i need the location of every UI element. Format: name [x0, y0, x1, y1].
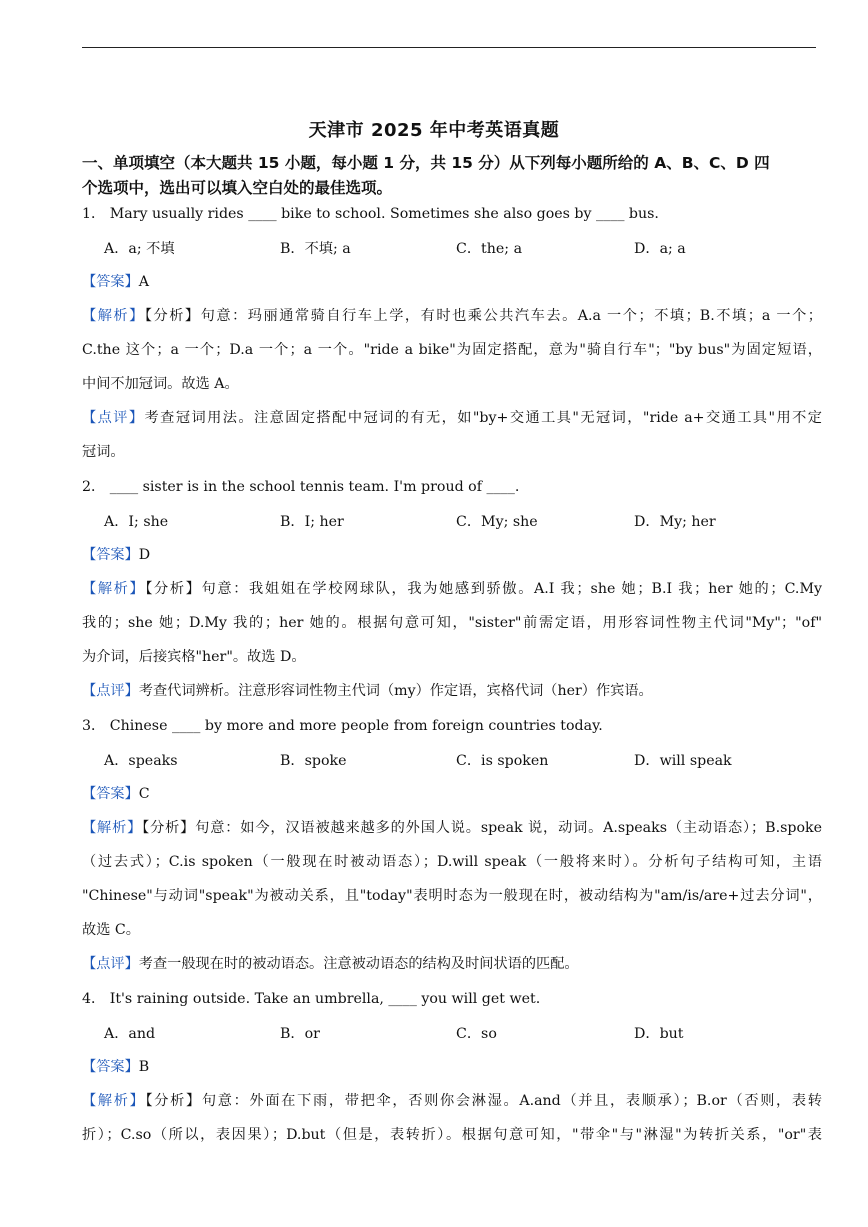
question-4-option-d: D．but [634, 1026, 684, 1042]
question-1-option-c: C．the; a [456, 241, 523, 257]
question-1-option-a: A．a; 不填 [104, 241, 175, 257]
comment-tag: 【点评】 [82, 683, 139, 699]
question-3-stem: 3． Chinese ____ by more and more people from foreign countries today. [82, 718, 603, 734]
question-1-analysis-line-1 [82, 306, 822, 326]
question-3-option-b: B．spoke [280, 753, 347, 769]
answer-value: C [138, 786, 150, 802]
question-2-analysis-line-1 [82, 579, 822, 599]
comment-text: 考查冠词用法。注意固定搭配中冠词的有无，如"by+交通工具"无冠词，"ride a+交通工具"用不定 [144, 410, 822, 426]
analysis-text: 【分析】句意：外面在下雨，带把伞，否则你会淋湿。A.and（并且，表顺承）；B.or（否则，表转 [145, 1093, 822, 1109]
question-1-answer [82, 272, 822, 292]
analysis-text: 【分析】句意：我姐姐在学校网球队，我为她感到骄傲。A.I 我；she 她；B.I 我；her 她的；C.My [145, 581, 822, 597]
question-2-analysis-line-2: 我的；she 她；D.My 我的；her 她的。根据句意可知，"sister"前需定语，用形容词性物主代词"My"；"of" [82, 615, 822, 631]
answer-tag: 【答案】 [82, 274, 139, 290]
question-3-options [104, 750, 824, 770]
question-3-analysis-line-3: "Chinese"与动词"speak"为被动关系，且"today"表明时态为一般现在时，被动结构为"am/is/are+过去分词"， [82, 888, 822, 904]
analysis-tag: 【解析】 [82, 820, 143, 836]
question-4-option-b: B．or [280, 1026, 320, 1042]
analysis-text: 【分析】句意：玛丽通常骑自行车上学，有时也乘公共汽车去。A.a 一个；不填；B.不填；a 一个； [144, 308, 822, 324]
question-3-answer [82, 784, 822, 804]
question-4-answer [82, 1057, 822, 1077]
question-3-analysis-line-1 [82, 818, 822, 838]
answer-value: A [138, 274, 150, 290]
question-2-stem: 2． ____ sister is in the school tennis team. I'm proud of ____. [82, 479, 520, 495]
comment-tag: 【点评】 [82, 956, 139, 972]
question-1-option-b: B．不填; a [280, 241, 351, 257]
answer-value: B [138, 1059, 150, 1075]
section-heading-line-2: 个选项中，选出可以填入空白处的最佳选项。 [82, 179, 393, 197]
question-4-stem: 4． It's raining outside. Take an umbrella, ____ you will get wet. [82, 991, 541, 1007]
question-3-option-d: D．will speak [634, 753, 732, 769]
question-1-analysis-line-3: 中间不加冠词。故选 A。 [82, 376, 239, 392]
question-1-comment-line-2: 冠词。 [82, 444, 125, 460]
answer-tag: 【答案】 [82, 547, 139, 563]
question-3-analysis-line-2: （过去式）；C.is spoken（一般现在时被动语态）；D.will speak（一般将来时）。分析句子结构可知，主语 [82, 854, 822, 870]
question-2-option-d: D．My; her [634, 514, 716, 530]
question-3-analysis-line-4: 故选 C。 [82, 922, 140, 938]
analysis-tag: 【解析】 [82, 581, 146, 597]
question-4-option-a: A．and [104, 1026, 156, 1042]
comment-text: 考查代词辨析。注意形容词性物主代词（my）作定语，宾格代词（her）作宾语。 [138, 683, 653, 699]
question-1-comment-line-1 [82, 408, 822, 428]
analysis-text: 【分析】句意：如今，汉语被越来越多的外国人说。speak 说，动词。A.speaks（主动语态）；B.spoke [142, 820, 822, 836]
question-4-option-c: C．so [456, 1026, 497, 1042]
question-3-option-a: A．speaks [104, 753, 178, 769]
answer-tag: 【答案】 [82, 786, 139, 802]
question-1-analysis-line-2: C.the 这个；a 一个；D.a 一个；a 一个。"ride a bike"为固定搭配，意为"骑自行车"；"by bus"为固定短语， [82, 342, 822, 358]
header-rule [82, 47, 816, 48]
question-2-comment-line-1 [82, 681, 822, 701]
question-3-option-c: C．is spoken [456, 753, 549, 769]
comment-tag: 【点评】 [82, 410, 145, 426]
question-4-analysis-line-2: 折）；C.so（所以，表因果）；D.but（但是，表转折）。根据句意可知，"带伞"与"淋湿"为转折关系，"or"表 [82, 1127, 822, 1143]
question-2-option-b: B．I; her [280, 514, 344, 530]
question-2-option-a: A．I; she [104, 514, 169, 530]
question-4-analysis-line-1 [82, 1091, 822, 1111]
comment-text: 考查一般现在时的被动语态。注意被动语态的结构及时间状语的匹配。 [138, 956, 579, 972]
document-title: 天津市 2025 年中考英语真题 [308, 120, 560, 141]
analysis-tag: 【解析】 [82, 308, 145, 324]
question-2-analysis-line-3: 为介词，后接宾格"her"。故选 D。 [82, 649, 306, 665]
question-1-stem: 1． Mary usually rides ____ bike to school. Sometimes she also goes by ____ bus. [82, 206, 659, 222]
answer-value: D [138, 547, 151, 563]
analysis-tag: 【解析】 [82, 1093, 146, 1109]
question-3-comment-line-1 [82, 954, 822, 974]
question-1-option-d: D．a; a [634, 241, 686, 257]
question-2-options [104, 511, 824, 531]
answer-tag: 【答案】 [82, 1059, 139, 1075]
question-2-option-c: C．My; she [456, 514, 538, 530]
question-1-options [104, 238, 824, 258]
question-4-options [104, 1023, 824, 1043]
question-2-answer [82, 545, 822, 565]
section-heading-line-1: 一、单项填空（本大题共 15 小题，每小题 1 分，共 15 分）从下列每小题所给的 A、B、C、D 四 [82, 154, 770, 172]
